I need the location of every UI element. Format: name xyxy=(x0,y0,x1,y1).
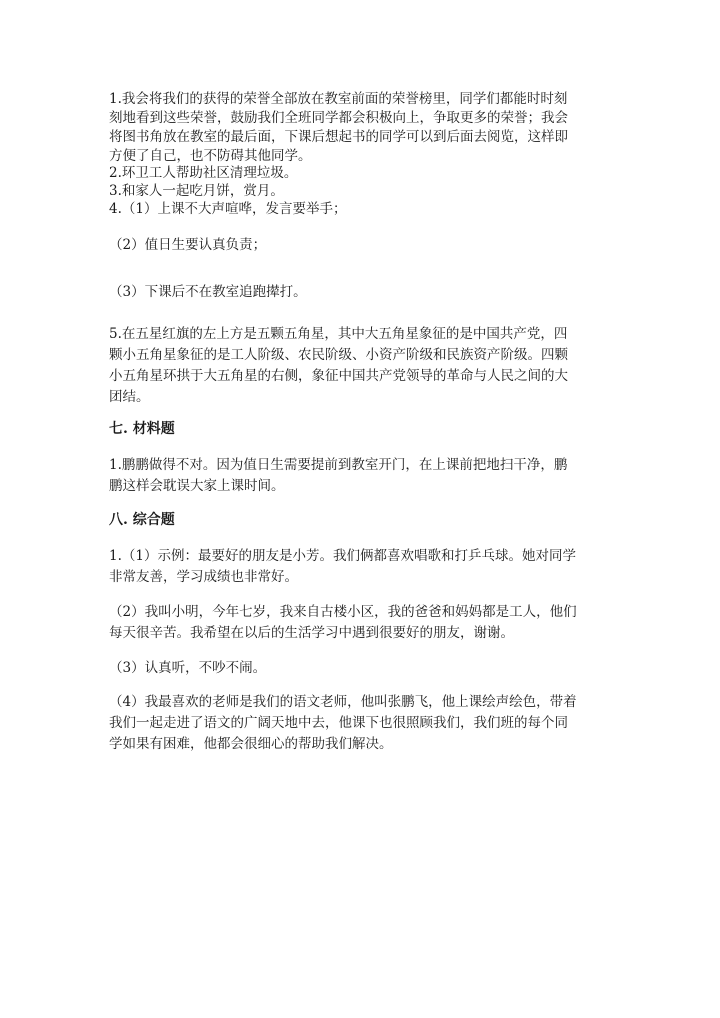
answer-1-line-1: 1.我会将我们的获得的荣誉全部放在教室前面的荣誉榜里，同学们都能时时刻 xyxy=(109,91,568,107)
section-8-answer-1-4-line-1: （4）我最喜欢的老师是我们的语文老师，他叫张鹏飞，他上课绘声绘色，带着 xyxy=(109,694,577,710)
answer-5-line-1: 5.在五星红旗的左上方是五颗五角星，其中大五角星象征的是中国共产党，四 xyxy=(109,326,568,342)
answer-4-3: （3）下课后不在教室追跑撵打。 xyxy=(109,284,307,300)
answer-5-line-4: 团结。 xyxy=(109,389,150,405)
section-8-answer-1-2-line-2: 每天很辛苦。我希望在以后的生活学习中遇到很要好的朋友，谢谢。 xyxy=(109,625,514,641)
answer-4-1: 4.（1）上课不大声喧哗，发言要举手； xyxy=(109,201,347,217)
section-8-answer-1-1-line-1: 1.（1）示例：最要好的朋友是小芳。我们俩都喜欢唱歌和打乒乓球。她对同学 xyxy=(109,548,576,564)
section-7-answer-1-line-2: 鹏这样会耽误大家上课时间。 xyxy=(109,478,285,494)
section-8-answer-1-3: （3）认真听，不吵不闹。 xyxy=(109,660,267,676)
section-8-answer-1-4-line-2: 我们一起走进了语文的广阔天地中去，他课下也很照顾我们，我们班的每个同 xyxy=(109,715,568,731)
answer-1-line-3: 将图书角放在教室的最后面，下课后想起书的同学可以到后面去阅览，这样即 xyxy=(109,129,568,145)
answer-2: 2.环卫工人帮助社区清理垃圾。 xyxy=(109,165,298,181)
answer-3: 3.和家人一起吃月饼，赏月。 xyxy=(109,183,284,199)
section-7-heading: 七. 材料题 xyxy=(109,421,175,437)
section-8-heading: 八. 综合题 xyxy=(109,512,175,528)
answer-4-2: （2）值日生要认真负责； xyxy=(109,237,267,253)
section-8-answer-1-1-line-2: 非常友善，学习成绩也非常好。 xyxy=(109,569,298,585)
answer-5-line-2: 颗小五角星象征的是工人阶级、农民阶级、小资产阶级和民族资产阶级。四颗 xyxy=(109,347,568,363)
answer-1-line-2: 刻地看到这些荣誉，鼓励我们全班同学都会积极向上，争取更多的荣誉；我会 xyxy=(109,110,568,126)
section-8-answer-1-4-line-3: 学如果有困难，他都会很细心的帮助我们解决。 xyxy=(109,736,393,752)
section-8-answer-1-2-line-1: （2）我叫小明，今年七岁，我来自古楼小区，我的爸爸和妈妈都是工人，他们 xyxy=(109,604,577,620)
answer-1-line-4: 方便了自己，也不防碍其他同学。 xyxy=(109,148,312,164)
section-7-answer-1-line-1: 1.鹏鹏做得不对。因为值日生需要提前到教室开门，在上课前把地扫干净，鹏 xyxy=(109,457,568,473)
answer-5-line-3: 小五角星环拱于大五角星的右侧，象征中国共产党领导的革命与人民之间的大 xyxy=(109,368,568,384)
